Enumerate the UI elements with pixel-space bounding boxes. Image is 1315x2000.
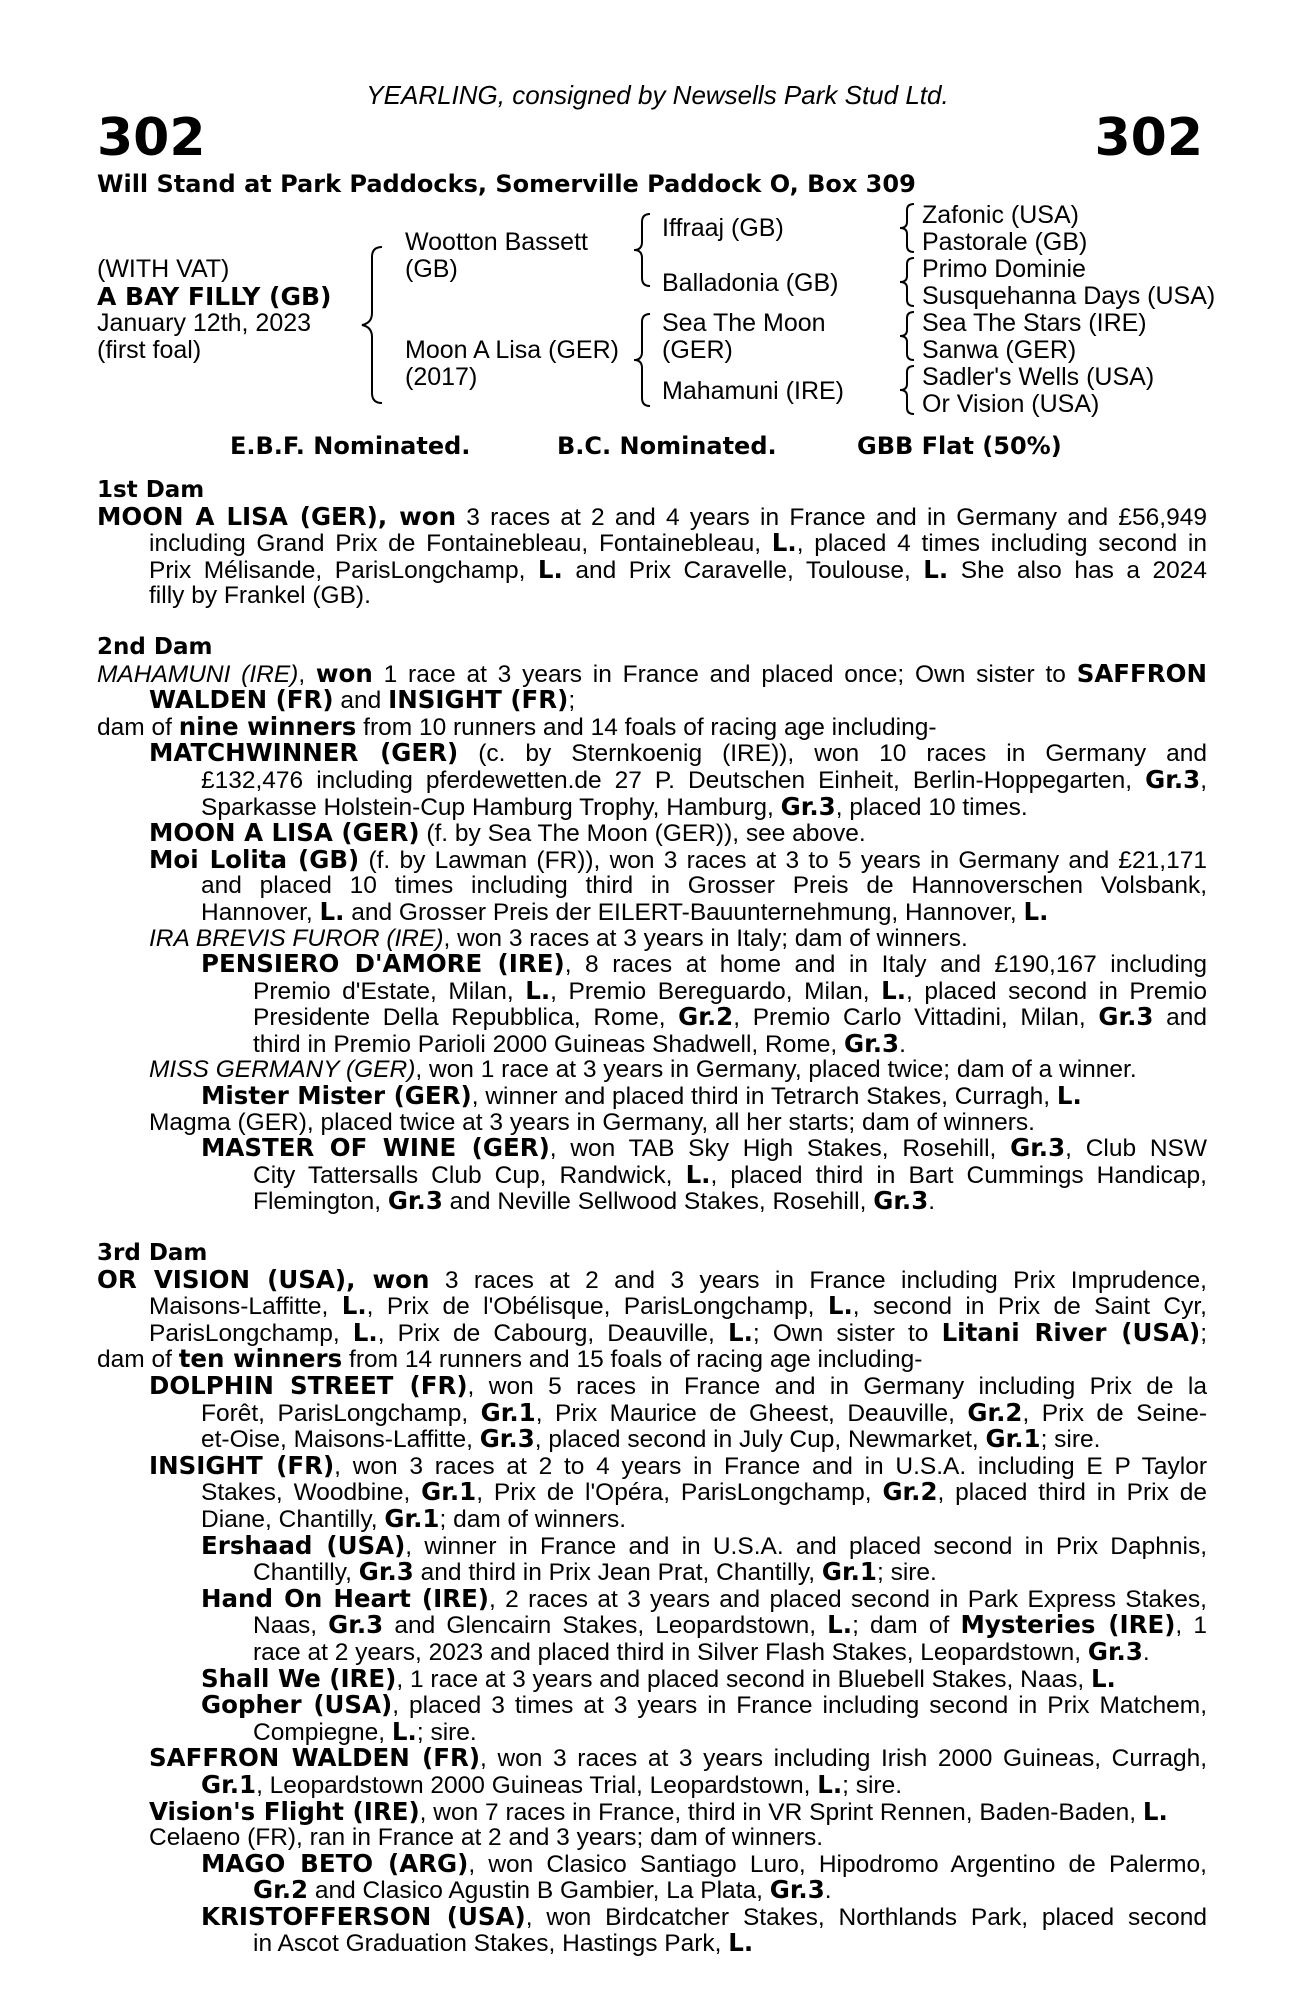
- text: , placed second in Premio: [906, 977, 1207, 1005]
- horse-name: INSIGHT (FR): [149, 1450, 335, 1480]
- produce-line: [97, 1004, 1207, 1031]
- text: Naas,: [253, 1612, 329, 1640]
- second-dam-line: [97, 711, 1207, 741]
- text: and third in Prix Jean Prat, Chantilly,: [413, 1559, 822, 1587]
- text: , won 1 race at 3 years in Germany, placed twice; dam of a winner.: [415, 1056, 1137, 1084]
- text: , placed 10 times.: [835, 793, 1028, 821]
- text: (f. by Lawman (FR)), won 3 races at 3 to 5 years in Germany and £21,171: [359, 846, 1207, 874]
- text: and Prix Caravelle, Toulouse,: [562, 556, 924, 584]
- grade: Gr.3: [1098, 1002, 1154, 1032]
- winners-count: ten winners: [178, 1344, 343, 1374]
- text: , placed third in Bart Cummings Handicap,: [710, 1161, 1207, 1189]
- horse-name: MOON A LISA (GER): [149, 818, 420, 848]
- produce-line: [97, 1663, 1207, 1693]
- produce-line: [97, 926, 1207, 952]
- listed: L.: [685, 1159, 711, 1189]
- sire-dam: Balladonia (GB): [662, 269, 839, 297]
- produce-line: [97, 740, 1207, 767]
- bc-nomination: B.C. Nominated.: [557, 432, 777, 460]
- produce-line: [97, 896, 1207, 926]
- third-dam-section: [97, 1241, 1207, 1957]
- horse-name: Moi Lolita (GB): [149, 844, 360, 874]
- text: from 14 runners and 15 foals of racing age including-: [342, 1346, 923, 1374]
- text: Forêt, ParisLongchamp,: [201, 1399, 481, 1427]
- text: dam of: [97, 1346, 179, 1374]
- text: ; Own sister to: [752, 1319, 942, 1347]
- listed: L.: [817, 1769, 843, 1799]
- horse-name: Ershaad (USA): [201, 1530, 406, 1560]
- consignor-line: YEARLING, consigned by Newsells Park Stud Ltd.: [366, 80, 949, 110]
- produce-line: [97, 844, 1207, 874]
- produce-line: [97, 1848, 1207, 1878]
- third-dam-line: [97, 1317, 1207, 1347]
- text: Prix Mélisande, ParisLongchamp,: [149, 556, 538, 584]
- text: et-Oise, Maisons-Laffitte,: [201, 1426, 480, 1454]
- listed: L.: [352, 1317, 378, 1347]
- grade: Gr.1: [384, 1503, 440, 1533]
- produce-line: [97, 1612, 1207, 1639]
- stand-location: Will Stand at Park Paddocks, Somerville Paddock O, Box 309: [97, 170, 916, 198]
- text: , won TAB Sky High Stakes, Rosehill,: [549, 1135, 1011, 1163]
- listed: L.: [827, 1610, 853, 1640]
- text: Premio d'Estate, Milan,: [253, 977, 526, 1005]
- produce-line: [97, 1397, 1207, 1427]
- produce-line: [97, 951, 1207, 978]
- produce-line: and placed 10 times including third in Grosser Preis de Hannoverschen Volsbank,: [201, 872, 1207, 900]
- listed: L.: [319, 896, 345, 926]
- grade: Gr.1: [985, 1424, 1041, 1454]
- text: , 8 races at home and in Italy and £190,167 including: [564, 951, 1208, 979]
- listed: L.: [341, 1291, 367, 1321]
- text: , 2 races at 3 years and placed second in Park Express Stakes,: [489, 1585, 1207, 1613]
- produce-line: [97, 1503, 1207, 1533]
- grade: Gr.1: [201, 1769, 257, 1799]
- text: 3 races at 2 and 4 years in France and in Germany and £56,949: [456, 503, 1207, 531]
- text: £132,476 including pferdewetten.de 27 P. Deutschen Einheit, Berlin-Hoppegarten,: [201, 766, 1146, 794]
- sd-sire: Primo Dominie: [922, 255, 1086, 283]
- grade: Gr.3: [1145, 764, 1201, 794]
- text: , won 3 races at 3 years in Italy; dam of winners.: [443, 924, 968, 952]
- gbb-flat: GBB Flat (50%): [857, 432, 1062, 460]
- ss-dam: Pastorale (GB): [922, 228, 1088, 256]
- third-dam-line: [97, 1293, 1207, 1320]
- produce-line: [97, 1135, 1207, 1162]
- text: , placed second in July Cup, Newmarket,: [534, 1426, 986, 1454]
- text: , Premio Carlo Vittadini, Milan,: [733, 1004, 1099, 1032]
- text: ; sire.: [876, 1559, 937, 1587]
- grade: Gr.2: [253, 1875, 309, 1905]
- ds-sire: Sea The Stars (IRE): [922, 309, 1147, 337]
- produce-line: [97, 1796, 1207, 1826]
- text: Stakes, Woodbine,: [201, 1479, 422, 1507]
- text: ; sire.: [1040, 1426, 1101, 1454]
- produce-line: [97, 1450, 1208, 1480]
- vat-note: (WITH VAT): [97, 255, 230, 283]
- text: , 1: [1175, 1612, 1207, 1640]
- dam-dam: Mahamuni (IRE): [662, 377, 844, 405]
- text: Sparkasse Holstein-Cup Hamburg Trophy, Hamburg,: [201, 793, 781, 821]
- listed: L.: [827, 1291, 853, 1321]
- listed: L.: [881, 975, 907, 1005]
- text: , won 3 races at 2 to 4 years in France and in U.S.A. including E P Taylor: [334, 1452, 1208, 1480]
- text: ; sire.: [842, 1771, 903, 1799]
- text: .: [1142, 1638, 1150, 1666]
- grade: Gr.3: [844, 1028, 900, 1058]
- text: , won 7 races in France, third in VR Sprint Rennen, Baden-Baden,: [419, 1798, 1143, 1826]
- text: Flemington,: [253, 1188, 388, 1216]
- text: race at 2 years, 2023 and placed third in Silver Flash Stakes, Leopardstown,: [253, 1638, 1088, 1666]
- text: , won 5 races in France and in Germany including Prix de la: [467, 1373, 1207, 1400]
- grade: Gr.1: [821, 1557, 877, 1587]
- dam-name: MAHAMUNI (IRE): [97, 660, 299, 688]
- grade: Gr.1: [421, 1477, 477, 1507]
- produce-line: [97, 1930, 1207, 1957]
- ebf-nomination: E.B.F. Nominated.: [230, 432, 471, 460]
- text: ;: [568, 687, 576, 715]
- horse-name: SAFFRON WALDEN (FR): [149, 1743, 481, 1773]
- brace-sire: [632, 212, 654, 288]
- sire-country: (GB): [405, 255, 458, 283]
- produce-line: [97, 1769, 1207, 1799]
- produce-line: [97, 1559, 1207, 1586]
- text: , Prix Maurice de Gheest, Deauville,: [535, 1399, 968, 1427]
- text: and Neville Sellwood Stakes, Rosehill,: [442, 1188, 874, 1216]
- text: , placed third in Prix de: [937, 1479, 1207, 1507]
- text: .: [928, 1188, 936, 1216]
- dam-sire: Sea The Moon: [662, 309, 826, 337]
- text: , won Clasico Santiago Luro, Hipodromo Argentino de Palermo,: [468, 1850, 1207, 1878]
- horse-name: MATCHWINNER (GER): [149, 738, 459, 768]
- horse-name: Litani River (USA): [941, 1317, 1201, 1347]
- produce-line: [97, 1583, 1207, 1613]
- sd-dam: Susquehanna Days (USA): [922, 282, 1216, 310]
- text: , second in Prix de Saint Cyr,: [852, 1293, 1207, 1321]
- second-dam-section: [97, 635, 1207, 1215]
- listed: L.: [771, 528, 797, 558]
- text: third in Premio Parioli 2000 Guineas Shadwell, Rome,: [253, 1030, 845, 1058]
- grade: Gr.3: [1010, 1133, 1066, 1163]
- text: and Glencairn Stakes, Leopardstown,: [383, 1612, 828, 1640]
- listed: L.: [728, 1928, 754, 1958]
- listed: L.: [923, 554, 949, 584]
- grade: Gr.2: [967, 1397, 1023, 1427]
- text: (c. by Sternkoenig (IRE)), won 10 races in Germany and: [458, 740, 1207, 768]
- listed: L.: [1090, 1663, 1116, 1693]
- horse-name: MASTER OF WINE (GER): [201, 1133, 550, 1163]
- horse-name: DOLPHIN STREET (FR): [149, 1371, 468, 1400]
- text: ; sire.: [416, 1718, 477, 1746]
- dd-sire: Sadler's Wells (USA): [922, 363, 1155, 391]
- produce-line: [97, 1636, 1207, 1666]
- second-dam-heading: 2nd Dam: [97, 633, 213, 660]
- horse-name: SAFFRON: [1076, 658, 1207, 688]
- horse-name: WALDEN (FR): [149, 685, 334, 715]
- text: .: [899, 1030, 906, 1058]
- text: , placed 4 times including second in: [796, 530, 1207, 558]
- listed: L.: [1142, 1796, 1168, 1826]
- text: ParisLongchamp,: [149, 1319, 353, 1347]
- text: 1 race at 3 years in France and placed once; Own sister to: [372, 660, 1077, 688]
- text: , Premio Bereguardo, Milan,: [550, 977, 882, 1005]
- produce-line: [97, 1028, 1207, 1058]
- text: and Grosser Preis der EILERT-Bauunternehmung, Hannover,: [344, 898, 1024, 926]
- first-dam-line: [97, 501, 1207, 531]
- text: , Prix de l'Opéra, ParisLongchamp,: [476, 1479, 883, 1507]
- text: ,: [298, 660, 316, 688]
- produce-line: [97, 1877, 1207, 1904]
- horse-name: Gopher (USA): [201, 1690, 393, 1720]
- lot-number-left: 302: [97, 108, 206, 168]
- dam-sire-country: (GER): [662, 336, 733, 364]
- grade: Gr.3: [1087, 1636, 1143, 1666]
- text: , 1 race at 3 years and placed second in Bluebell Stakes, Naas,: [396, 1665, 1091, 1693]
- third-dam-line: [97, 1346, 1207, 1373]
- produce-line: [97, 820, 1207, 847]
- grade: Gr.3: [873, 1186, 929, 1216]
- second-dam-line: [97, 658, 1207, 688]
- won-label: won: [372, 1264, 430, 1294]
- first-dam-section: [97, 478, 1207, 609]
- produce-line: [97, 1692, 1207, 1719]
- grade: Gr.3: [780, 791, 836, 821]
- text: Compiegne,: [253, 1718, 392, 1746]
- produce-line: [97, 1426, 1207, 1453]
- brace-main: [360, 245, 390, 405]
- grade: Gr.2: [882, 1477, 938, 1507]
- text: , winner and placed third in Tetrarch Stakes, Curragh,: [471, 1083, 1057, 1111]
- dd-dam: Or Vision (USA): [922, 390, 1100, 418]
- dam-year: (2017): [405, 363, 478, 391]
- horse-name: Hand On Heart (IRE): [201, 1583, 489, 1613]
- text: , winner in France and in U.S.A. and placed second in Prix Daphnis,: [405, 1532, 1208, 1560]
- produce-line: [97, 1083, 1207, 1110]
- text: , won 3 races at 3 years including Irish 2000 Guineas, Curragh,: [480, 1745, 1208, 1773]
- text: ; dam of: [852, 1612, 961, 1640]
- dam-name: MOON A LISA (GER): [97, 501, 378, 531]
- produce-line: Magma (GER), placed twice at 3 years in Germany, all her starts; dam of winners.: [149, 1108, 1035, 1136]
- text: (f. by Sea The Moon (GER)), see above.: [419, 820, 866, 848]
- listed: L.: [525, 975, 551, 1005]
- text: City Tattersalls Club Cup, Randwick,: [253, 1161, 686, 1189]
- third-dam-heading: 3rd Dam: [97, 1240, 208, 1267]
- horse-name: Shall We (IRE): [201, 1663, 397, 1693]
- horse-name: Vision's Flight (IRE): [149, 1796, 420, 1826]
- sire-name: Wootton Bassett: [405, 228, 588, 256]
- brace-ss: [898, 202, 918, 254]
- horse-name: IRA BREVIS FUROR (IRE): [149, 924, 444, 952]
- produce-line: [97, 1745, 1207, 1772]
- text: , Prix de Seine-: [1022, 1399, 1207, 1427]
- produce-line: [97, 1188, 1207, 1215]
- grade: Gr.3: [387, 1186, 443, 1216]
- text: , placed 3 times at 3 years in France including second in Prix Matchem,: [392, 1692, 1207, 1720]
- first-dam-line: filly by Frankel (GB).: [149, 582, 371, 610]
- grade: Gr.1: [480, 1397, 536, 1427]
- horse-name: MAGO BETO (ARG): [201, 1848, 469, 1878]
- horse-name: INSIGHT (FR): [388, 685, 569, 715]
- first-dam-line: [97, 530, 1207, 557]
- text: Diane, Chantilly,: [201, 1505, 385, 1533]
- lot-horse-name: A BAY FILLY (GB): [97, 282, 332, 311]
- produce-line: [97, 1530, 1208, 1560]
- produce-line: Celaeno (FR), ran in France at 2 and 3 years; dam of winners.: [149, 1824, 824, 1852]
- ds-dam: Sanwa (GER): [922, 336, 1077, 364]
- won-label: , won: [377, 501, 457, 531]
- produce-line: [97, 1716, 1207, 1746]
- text: Presidente Della Repubblica, Rome,: [253, 1004, 679, 1032]
- listed: L.: [537, 554, 563, 584]
- produce-line: [97, 1057, 1207, 1083]
- second-dam-line: [97, 687, 1207, 714]
- listed: L.: [1023, 896, 1049, 926]
- third-dam-line: [97, 1264, 1207, 1294]
- grade: Gr.3: [328, 1610, 384, 1640]
- text: and Clasico Agustin B Gambier, La Plata,: [308, 1877, 770, 1905]
- text: ; dam of winners.: [439, 1505, 627, 1533]
- grade: Gr.3: [479, 1424, 535, 1454]
- text: , won Birdcatcher Stakes, Northlands Park, placed second: [525, 1903, 1207, 1931]
- brace-sd: [898, 256, 918, 308]
- dam-name: Moon A Lisa (GER): [405, 336, 619, 364]
- horse-name: PENSIERO D'AMORE (IRE): [201, 949, 565, 979]
- text: in Ascot Graduation Stakes, Hastings Park,: [253, 1930, 729, 1958]
- lot-number-right: 302: [1094, 108, 1203, 168]
- text: and: [1153, 1004, 1207, 1032]
- grade: Gr.2: [678, 1002, 734, 1032]
- foal-note: (first foal): [97, 336, 202, 364]
- horse-name: MISS GERMANY (GER): [149, 1056, 416, 1084]
- winners-count: nine winners: [178, 711, 357, 741]
- grade: Gr.3: [769, 1875, 825, 1905]
- produce-line: [97, 791, 1207, 821]
- horse-name: KRISTOFFERSON (USA): [201, 1901, 526, 1931]
- sire-sire: Iffraaj (GB): [662, 214, 784, 242]
- text: .: [824, 1877, 832, 1905]
- text: , Club NSW: [1065, 1135, 1207, 1163]
- dam-name: OR VISION (USA): [97, 1264, 347, 1294]
- text: ,: [346, 1264, 373, 1294]
- brace-dam: [632, 312, 654, 408]
- text: , Prix de l'Obélisque, ParisLongchamp,: [366, 1293, 828, 1321]
- produce-line: [97, 1159, 1207, 1189]
- text: dam of: [97, 713, 179, 741]
- text: Maisons-Laffitte,: [149, 1293, 342, 1321]
- text: , Prix de Cabourg, Deauville,: [377, 1319, 728, 1347]
- produce-line: [97, 975, 1207, 1005]
- first-dam-line: [97, 554, 1207, 584]
- listed: L.: [727, 1317, 753, 1347]
- first-dam-heading: 1st Dam: [97, 477, 205, 503]
- produce-line: [97, 1901, 1207, 1931]
- listed: L.: [1056, 1081, 1082, 1111]
- text: including Grand Prix de Fontainebleau, Fontainebleau,: [149, 530, 772, 558]
- horse-name: Mysteries (IRE): [960, 1610, 1176, 1640]
- produce-record: [97, 478, 1207, 1983]
- text: She also has a 2024: [948, 556, 1207, 584]
- text: 3 races at 2 and 3 years in France including Prix Imprudence,: [429, 1266, 1207, 1294]
- produce-line: [97, 1479, 1207, 1506]
- grade: Gr.3: [358, 1557, 414, 1587]
- brace-dd: [898, 364, 918, 416]
- ss-sire: Zafonic (USA): [922, 201, 1079, 229]
- produce-line: [97, 1373, 1207, 1400]
- brace-ds: [898, 310, 918, 362]
- horse-name: Mister Mister (GER): [201, 1081, 472, 1111]
- text: Hannover,: [201, 898, 320, 926]
- won-label: won: [315, 658, 373, 688]
- foaling-date: January 12th, 2023: [97, 309, 312, 337]
- listed: L.: [391, 1716, 417, 1746]
- produce-line: [97, 764, 1207, 794]
- text: , Leopardstown 2000 Guineas Trial, Leopardstown,: [256, 1771, 818, 1799]
- text: from 10 runners and 14 foals of racing age including-: [356, 713, 937, 741]
- text: and: [333, 687, 389, 715]
- text: ;: [1200, 1319, 1207, 1347]
- text: ,: [1200, 766, 1207, 794]
- text: Chantilly,: [253, 1559, 359, 1587]
